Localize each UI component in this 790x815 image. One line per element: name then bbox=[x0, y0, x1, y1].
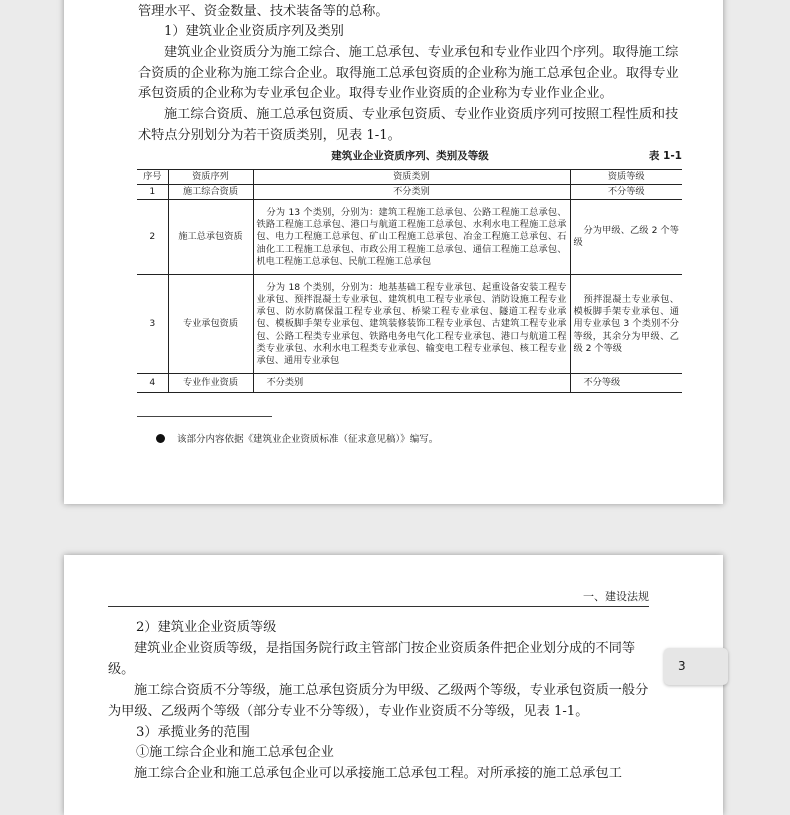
table-number: 表 1-1 bbox=[648, 150, 682, 162]
cell-no: 4 bbox=[137, 374, 168, 393]
footnote bbox=[156, 431, 438, 445]
paragraph-grade-definition: 建筑业企业资质等级，是指国务院行政主管部门按企业资质条件把企业划分成的不同等级。 bbox=[108, 641, 636, 677]
cell-no: 1 bbox=[137, 185, 168, 200]
table-row bbox=[137, 374, 682, 393]
cell-category: 不分类别 bbox=[253, 185, 570, 200]
cell-sequence: 专业承包资质 bbox=[168, 275, 253, 374]
cell-sequence: 施工总承包资质 bbox=[168, 200, 253, 275]
paragraph-line: 管理水平、资金数量、技术装备等的总称。 bbox=[138, 4, 389, 19]
cell-grade: 不分等级 bbox=[570, 374, 682, 393]
section-heading-business-scope: 3）承揽业务的范围 bbox=[136, 725, 250, 740]
document-page-bottom bbox=[64, 555, 723, 815]
header-grade: 资质等级 bbox=[570, 170, 682, 185]
cell-category: 不分类别 bbox=[253, 374, 570, 393]
section-heading-qualification-sequence: 1）建筑业企业资质序列及类别 bbox=[164, 24, 344, 39]
cell-category: 分为 13 个类别，分别为：建筑工程施工总承包、公路工程施工总承包、铁路工程施工总承包、港口与航道工程施工总承包、水利水电工程施工总承包、电力工程施工总承包、矿山工程施工总承包、冶金工程施工总承包、石油化工工程施工总承包、市政公用工程施工总承包、通信工程施工总承包、机电工程施工总承包、民航工程施工总承包 bbox=[253, 200, 570, 275]
cell-grade: 分为甲级、乙级 2 个等级 bbox=[570, 200, 682, 275]
cell-no: 3 bbox=[137, 275, 168, 374]
header-sequence: 资质序列 bbox=[168, 170, 253, 185]
document-page-top bbox=[64, 0, 723, 504]
paragraph-sequences: 建筑业企业资质分为施工综合、施工总承包、专业承包和专业作业四个序列。取得施工综合资质的企业称为施工综合企业。取得施工总承包资质的企业称为施工总承包企业。取得专业承包资质的企业称为专业承包企业。取得专业作业资质的企业称为专业作业企业。 bbox=[138, 45, 679, 101]
cell-sequence: 施工综合资质 bbox=[168, 185, 253, 200]
header-no: 序号 bbox=[137, 170, 168, 185]
cell-grade: 预拌混凝土专业承包、模板脚手架专业承包、通用专业承包 3 个类别不分等级，其余分为甲级、乙级 2 个等级 bbox=[570, 275, 682, 374]
cell-grade: 不分等级 bbox=[570, 185, 682, 200]
header-divider bbox=[108, 606, 649, 607]
running-header: 一、建设法规 bbox=[583, 590, 649, 603]
cell-no: 2 bbox=[137, 200, 168, 275]
paragraph-scope: 施工综合企业和施工总承包企业可以承接施工总承包工程。对所承接的施工总承包工 bbox=[134, 766, 622, 781]
footnote-marker-icon bbox=[156, 434, 165, 443]
cell-sequence: 专业作业资质 bbox=[168, 374, 253, 393]
table-caption bbox=[138, 148, 682, 164]
table-header-row bbox=[137, 170, 682, 185]
section-heading-qualification-grade: 2）建筑业企业资质等级 bbox=[136, 620, 277, 635]
table-title: 建筑业企业资质序列、类别及等级 bbox=[331, 150, 489, 162]
footnote-divider bbox=[137, 416, 272, 417]
table-row bbox=[137, 185, 682, 200]
qualification-table bbox=[137, 169, 682, 393]
table-row bbox=[137, 200, 682, 275]
header-category: 资质类别 bbox=[253, 170, 570, 185]
table-row bbox=[137, 275, 682, 374]
footnote-text: 该部分内容依据《建筑业企业资质标准（征求意见稿）》编写。 bbox=[177, 434, 439, 445]
page-number-indicator[interactable]: 3 bbox=[664, 648, 728, 685]
subsection-heading-general-contracting: ①施工综合企业和施工总承包企业 bbox=[136, 745, 334, 760]
paragraph-categories: 施工综合资质、施工总承包资质、专业承包资质、专业作业资质序列可按照工程性质和技术特点分别划分为若干资质类别，见表 1-1。 bbox=[138, 107, 679, 143]
paragraph-grade-levels: 施工综合资质不分等级，施工总承包资质分为甲级、乙级两个等级，专业承包资质一般分为甲级、乙级两个等级（部分专业不分等级），专业作业资质不分等级，见表 1-1。 bbox=[108, 683, 649, 719]
cell-category: 分为 18 个类别，分别为：地基基础工程专业承包、起重设备安装工程专业承包、预拌混凝土专业承包、建筑机电工程专业承包、消防设施工程专业承包、防水防腐保温工程专业承包、桥梁工程专业承包、隧道工程专业承包、模板脚手架专业承包、建筑装修装饰工程专业承包、古建筑工程专业承包、公路工程类专业承包、铁路电务电气化工程专业承包、港口与航道工程类专业承包、水利水电工程类专业承包、输变电工程专业承包、核工程专业承包、通用专业承包 bbox=[253, 275, 570, 374]
